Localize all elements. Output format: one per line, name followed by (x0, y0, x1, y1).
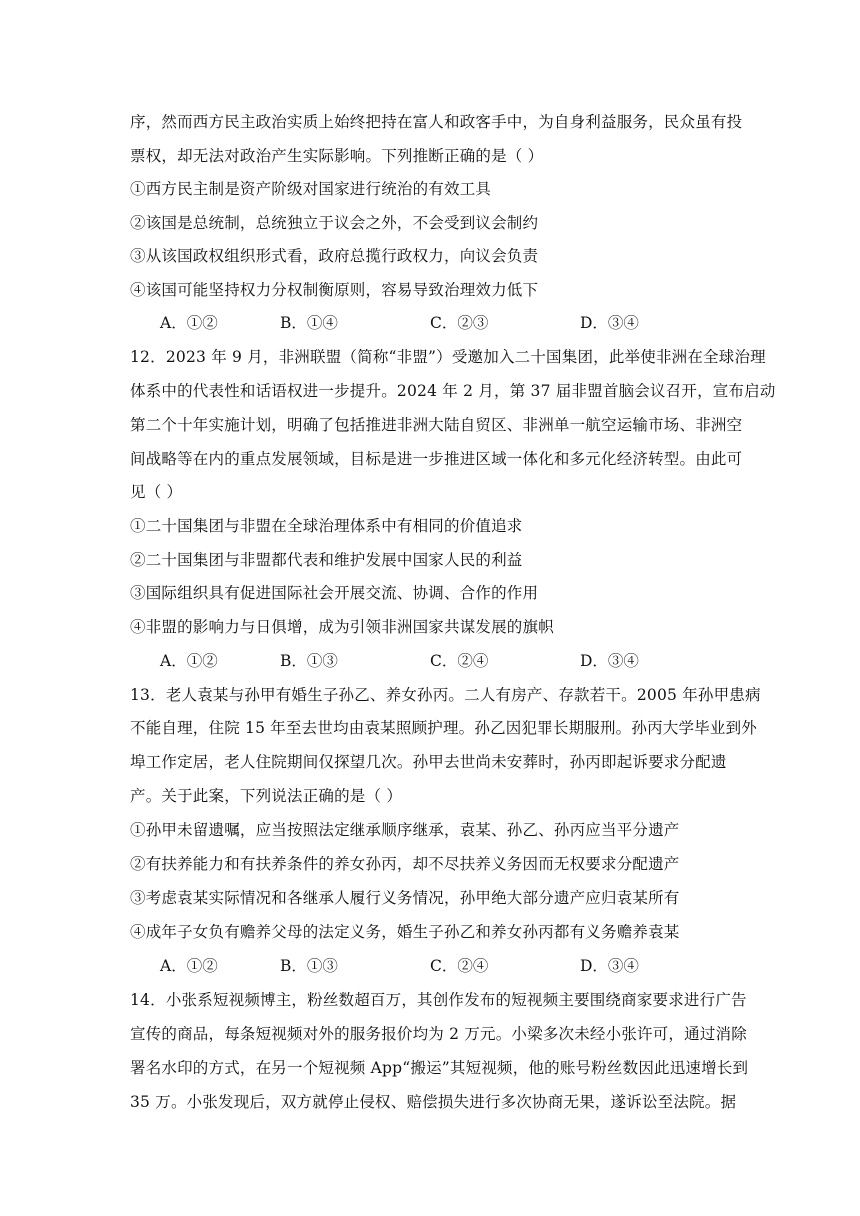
q14-text-line-4: 35 万。小张发现后，双方就停止侵权、赔偿损失进行多次协商无果，遂诉讼至法院。据 (130, 1093, 737, 1111)
q13-options (160, 956, 720, 976)
q12-statement-1: ①二十国集团与非盟在全球治理体系中有相同的价值追求 (130, 517, 523, 535)
q11-option-c[interactable]: C．②③ (430, 314, 489, 332)
q13-text-line-4: 产。关于此案，下列说法正确的是（ ） (130, 787, 403, 805)
q13-option-c[interactable]: C．②④ (430, 957, 489, 975)
q12-text-line-2: 体系中的代表性和话语权进一步提升。2024 年 2 月，第 37 届非盟首脑会议召开，宣布启动 (130, 382, 776, 400)
q11-text-line-1: 序，然而西方民主政治实质上始终把持在富人和政客手中，为自身利益服务，民众虽有投 (130, 113, 743, 131)
q12-options (160, 651, 720, 671)
q12-statement-2: ②二十国集团与非盟都代表和维护发展中国家人民的利益 (130, 551, 523, 569)
q12-option-a[interactable]: A．①② (160, 652, 218, 670)
q12-option-b[interactable]: B．①③ (280, 652, 338, 670)
q13-text-line-2: 不能自理，住院 15 年至去世均由袁某照顾护理。孙乙因犯罪长期服刑。孙丙大学毕业到外 (130, 719, 757, 737)
q13-statement-1: ①孙甲未留遗嘱，应当按照法定继承顺序继承，袁某、孙乙、孙丙应当平分遗产 (130, 821, 680, 839)
q13-statement-2: ②有扶养能力和有扶养条件的养女孙丙，却不尽扶养义务因而无权要求分配遗产 (130, 855, 680, 873)
q11-option-b[interactable]: B．①④ (280, 314, 338, 332)
q14-text-line-1: 14．小张系短视频博主，粉丝数超百万，其创作发布的短视频主要围绕商家要求进行广告 (130, 991, 747, 1009)
q11-text-line-2: 票权，却无法对政治产生实际影响。下列推断正确的是（ ） (130, 147, 544, 165)
q11-option-a[interactable]: A．①② (160, 314, 218, 332)
q13-statement-3: ③考虑袁某实际情况和各继承人履行义务情况，孙甲绝大部分遗产应归袁某所有 (130, 889, 680, 907)
q13-option-b[interactable]: B．①③ (280, 957, 338, 975)
q13-option-d[interactable]: D．③④ (580, 957, 639, 975)
q11-statement-2: ②该国是总统制，总统独立于议会之外，不会受到议会制约 (130, 214, 539, 232)
q11-statement-3: ③从该国政权组织形式看，政府总揽行政权力，向议会负责 (130, 247, 539, 265)
q14-text-line-2: 宣传的商品，每条短视频对外的服务报价均为 2 万元。小梁多次未经小张许可，通过消除 (130, 1025, 747, 1043)
q12-text-line-5: 见（ ） (130, 483, 183, 501)
q13-text-line-3: 埠工作定居，老人住院期间仅探望几次。孙甲去世尚未安葬时，孙丙即起诉要求分配遗 (130, 753, 727, 771)
q12-text-line-4: 间战略等在内的重点发展领域，目标是进一步推进区域一体化和多元化经济转型。由此可 (130, 450, 743, 468)
q12-text-line-1: 12．2023 年 9 月，非洲联盟（简称“非盟”）受邀加入二十国集团，此举使非洲在全球治理 (130, 348, 766, 366)
q11-statement-4: ④该国可能坚持权力分权制衡原则，容易导致治理效力低下 (130, 281, 539, 299)
q11-statement-1: ①西方民主制是资产阶级对国家进行统治的有效工具 (130, 180, 492, 198)
q11-options (160, 313, 720, 333)
q14-text-line-3: 署名水印的方式，在另一个短视频 App“搬运”其短视频，他的账号粉丝数因此迅速增长到 (130, 1059, 749, 1077)
q12-text-line-3: 第二个十年实施计划，明确了包括推进非洲大陆自贸区、非洲单一航空运输市场、非洲空 (130, 416, 743, 434)
q12-option-c[interactable]: C．②④ (430, 652, 489, 670)
q12-statement-3: ③国际组织具有促进国际社会开展交流、协调、合作的作用 (130, 584, 539, 602)
q13-statement-4: ④成年子女负有赡养父母的法定义务，婚生子孙乙和养女孙丙都有义务赡养袁某 (130, 923, 680, 941)
q13-text-line-1: 13．老人袁某与孙甲有婚生子孙乙、养女孙丙。二人有房产、存款若干。2005 年孙甲患病 (130, 686, 761, 704)
q12-option-d[interactable]: D．③④ (580, 652, 639, 670)
q11-option-d[interactable]: D．③④ (580, 314, 639, 332)
q13-option-a[interactable]: A．①② (160, 957, 218, 975)
q12-statement-4: ④非盟的影响力与日俱增，成为引领非洲国家共谋发展的旗帜 (130, 618, 554, 636)
